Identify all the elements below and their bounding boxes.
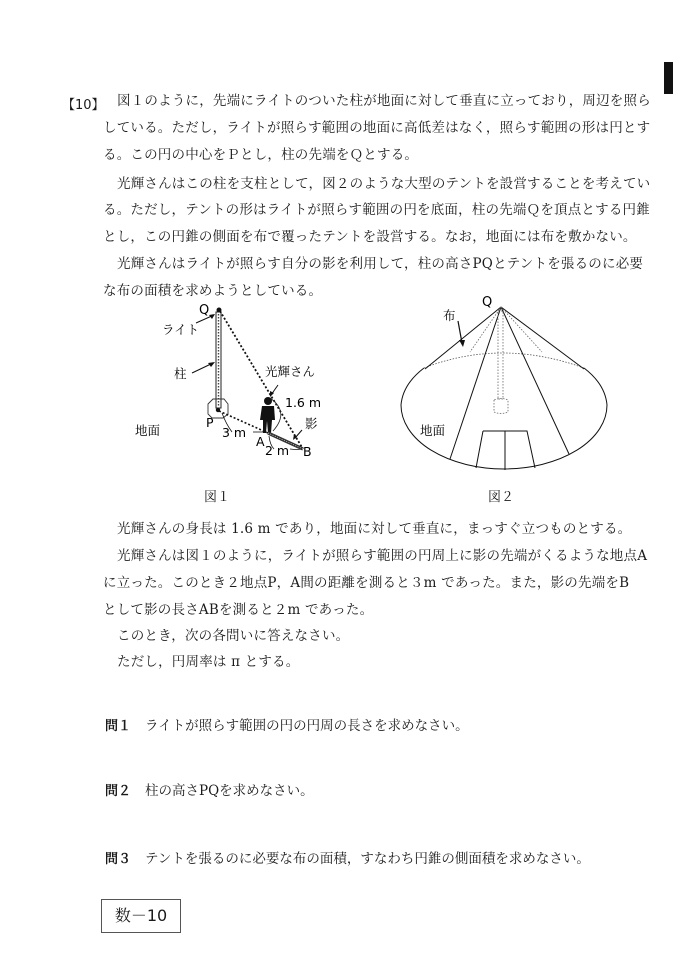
question-3 [105,847,590,867]
label-ab: 2 m [265,443,290,458]
label-b: B [303,444,312,459]
seam-line [450,307,501,459]
intro-line: 図１のように，先端にライトのついた柱が地面に対して垂直に立っており，周辺を照ら [117,93,651,109]
figure-1-diagram [120,295,350,510]
cone-edge-left [425,307,501,369]
label-cloth: 布 [443,308,456,323]
seam-line [501,307,569,454]
intro-line: している。ただし，ライトが照らす範囲の地面に高低差はなく，照らす範囲の形は円とす [103,120,651,136]
cone-base-side [401,368,607,405]
label-ground: 地面 [420,423,446,438]
label-light: ライト [162,322,200,337]
figure-2-caption: 図２ [488,490,515,505]
label-ground: 地面 [135,423,161,438]
pole-base [494,399,508,414]
condition-line: このとき，次の各問いに答えなさい。 [117,628,350,644]
condition-line: に立った。このとき２地点P，A間の距離を測ると３m であった。また，影の先端をB [103,575,630,591]
label-q: Q [199,303,210,318]
intro-line: な布の面積を求めようとしている。 [103,283,323,299]
question-text: 柱の高さPQを求めなさい。 [145,783,314,799]
tent-door [476,431,535,470]
label-pa: 3 m [222,425,247,440]
cone-back-arc [424,353,584,368]
label-shadow: 影 [305,416,318,431]
back-seam-line [501,307,542,352]
back-seam-line [470,307,501,352]
intro-line: とし，この円錐の側面を布で覆ったテントを設営する。なお，地面には布を敷かない。 [103,229,637,245]
question-1 [105,714,469,734]
pole-shape [498,311,503,399]
condition-line: 光輝さんは図１のように，ライトが照らす範囲の円周上に影の先端がくるような地点A [117,548,648,564]
question-number: 問３ [105,852,132,867]
question-text: ライトが照らす範囲の円の円周の長さを求めなさい。 [145,718,469,734]
problem-number: 【10】 [62,98,105,113]
intro-line: る。この円の中心をＰとし，柱の先端をＱとする。 [103,147,419,163]
page-number-box: 数－10 [101,899,181,933]
page-edge-tab-mark [664,62,673,94]
figure-2-diagram [380,290,620,490]
condition-line: 光輝さんの身長は 1.6 m であり，地面に対して垂直に，まっすぐ立つものとする。 [117,521,632,537]
label-pole: 柱 [174,366,187,381]
label-person: 光輝さん [265,364,316,379]
condition-line: ただし，円周率は π とする。 [117,654,300,670]
cone-edge-right [501,307,584,369]
person-icon [260,397,275,433]
label-height: 1.6 m [285,395,322,410]
question-2 [105,779,314,799]
figure-1-caption: 図１ [204,490,231,505]
question-number: 問２ [105,784,132,799]
label-p: P [206,415,214,430]
label-a: A [256,434,265,449]
question-number: 問１ [105,719,132,734]
condition-line: として影の長さABを測ると２m であった。 [103,602,374,618]
intro-line: 光輝さんはこの柱を支柱として，図２のような大型のテントを設営することを考えてい [117,176,651,192]
question-text: テントを張るのに必要な布の面積，すなわち円錐の側面積を求めなさい。 [145,851,590,867]
label-q: Q [482,295,493,310]
cloth-leader [458,321,462,343]
intro-line: る。ただし，テントの形はライトが照らす範囲の円を底面，柱の先端Ｑを頂点とする円錐 [103,202,650,218]
intro-line: 光輝さんはライトが照らす自分の影を利用して，柱の高さPQとテントを張るのに必要 [117,256,644,272]
